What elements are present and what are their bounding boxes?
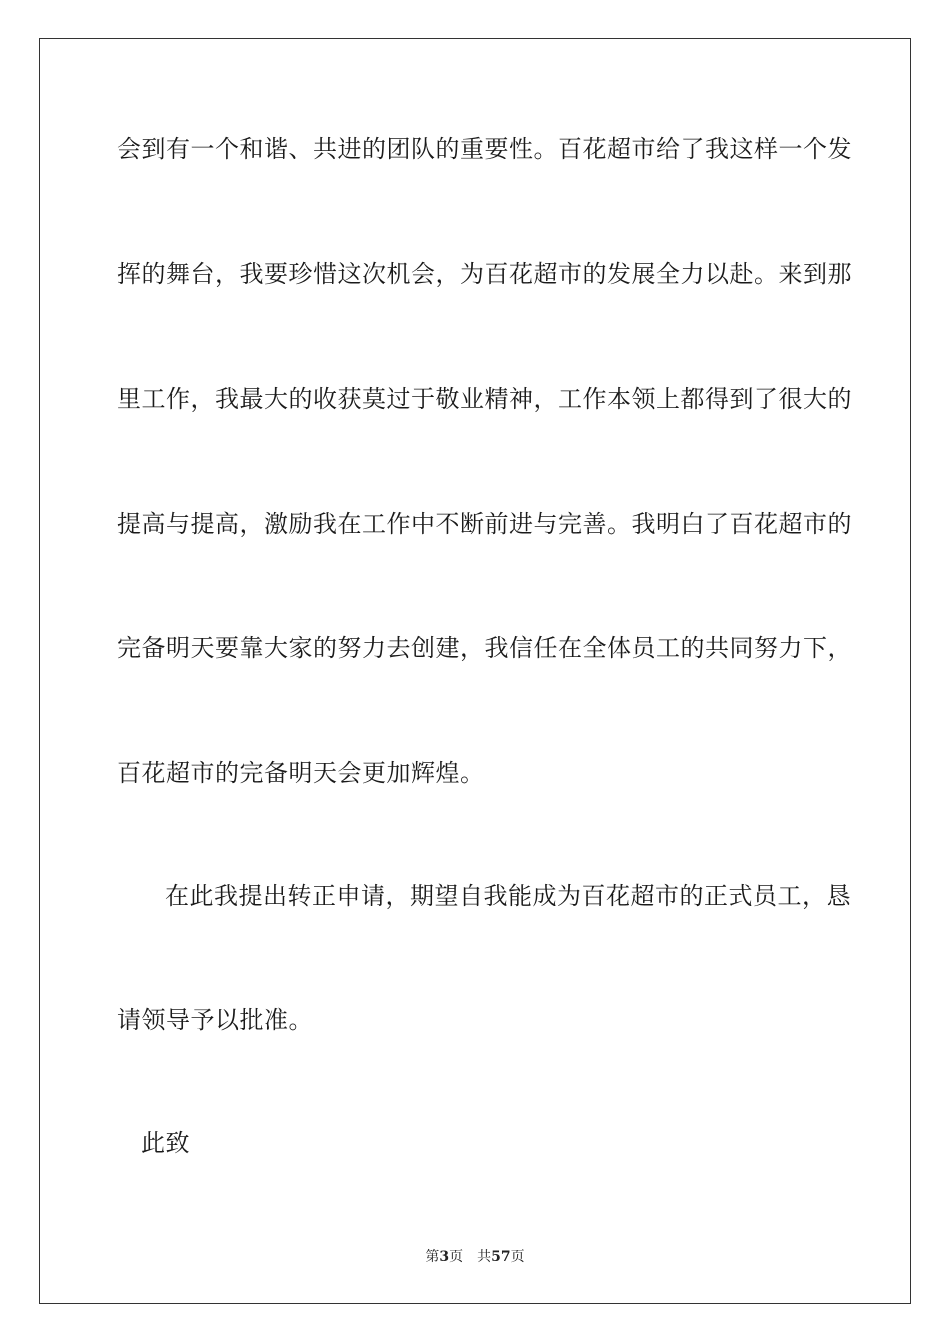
paragraph-line: 请领导予以批准。	[117, 1006, 313, 1034]
page-footer	[0, 1248, 950, 1266]
page-suffix: 页	[449, 1249, 464, 1265]
paragraph-line: 挥的舞台，我要珍惜这次机会，为百花超市的发展全力以赴。来到那	[117, 260, 852, 288]
paragraph-line: 百花超市的完备明天会更加辉煌。	[117, 759, 485, 787]
closing-salutation: 此致	[141, 1129, 190, 1157]
paragraph-line: 会到有一个和谐、共进的团队的重要性。百花超市给了我这样一个发	[117, 135, 852, 163]
page-number: 3	[439, 1249, 450, 1265]
total-suffix: 页	[510, 1249, 525, 1265]
paragraph-line: 完备明天要靠大家的努力去创建，我信任在全体员工的共同努力下，	[117, 634, 852, 662]
paragraph-line: 里工作，我最大的收获莫过于敬业精神，工作本领上都得到了很大的	[117, 385, 852, 413]
paragraph-line: 提高与提高，激励我在工作中不断前进与完善。我明白了百花超市的	[117, 510, 852, 538]
page-prefix: 第	[425, 1249, 440, 1265]
total-prefix: 共	[477, 1249, 492, 1265]
paragraph-line: 在此我提出转正申请，期望自我能成为百花超市的正式员工，恳	[165, 882, 851, 910]
page-border	[39, 38, 911, 1304]
total-pages: 57	[491, 1249, 511, 1265]
